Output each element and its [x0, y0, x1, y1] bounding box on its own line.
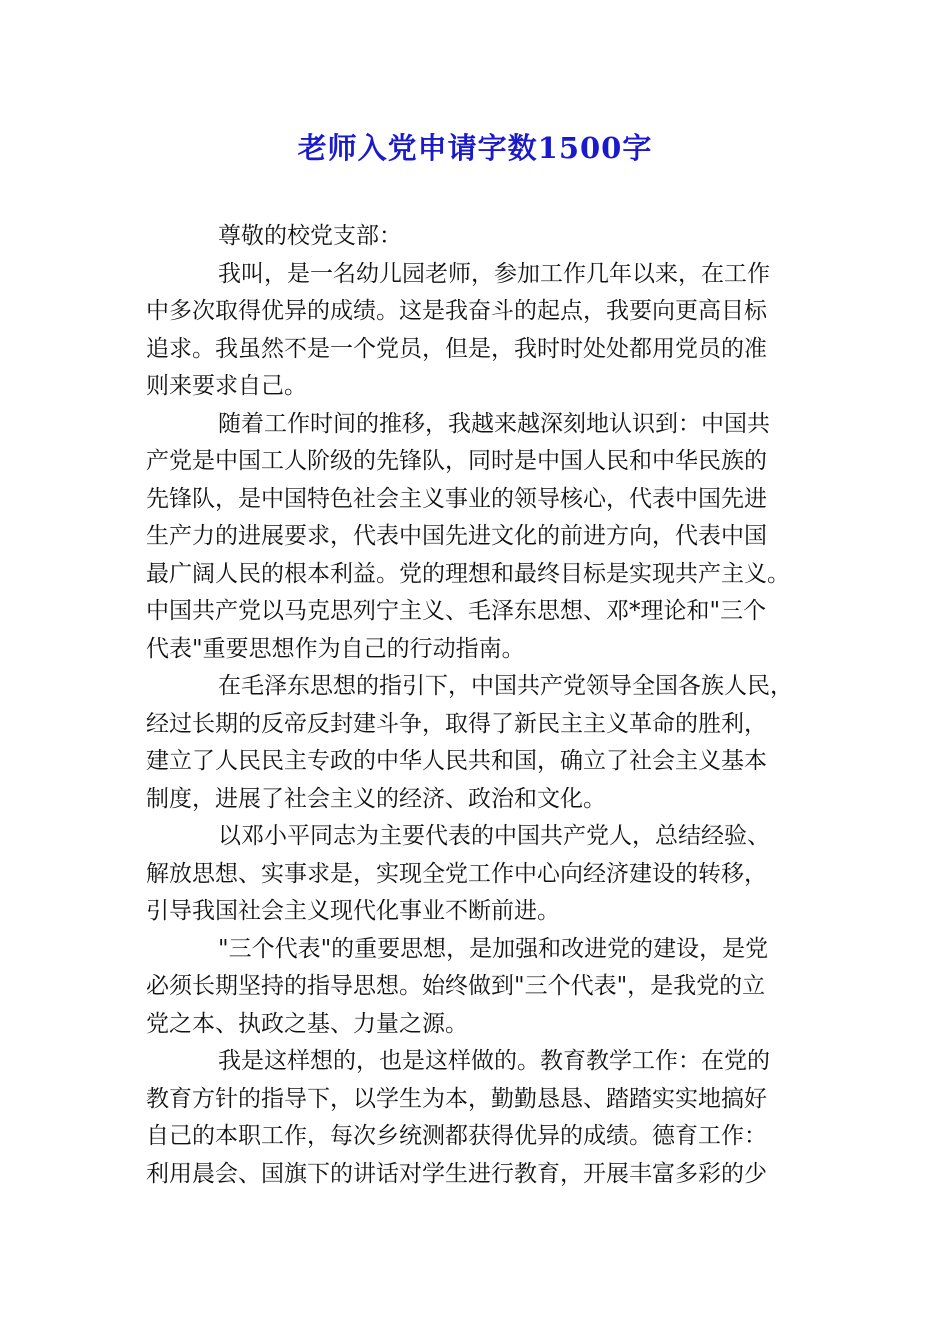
body-line: 解放思想、实事求是，实现全党工作中心向经济建设的转移， — [146, 860, 767, 887]
body-line: 必须长期坚持的指导思想。始终做到"三个代表"，是我党的立 — [146, 973, 766, 999]
body-line: 利用晨会、国旗下的讲话对学生进行教育，开展丰富多彩的少 — [146, 1160, 767, 1187]
body-line: 生产力的进展要求，代表中国先进文化的前进方向，代表中国 — [146, 523, 767, 549]
body-line: 产党是中国工人阶级的先锋队，同时是中国人民和中华民族的 — [146, 448, 767, 474]
document-body — [146, 218, 808, 1193]
body-line: 引导我国社会主义现代化事业不断前进。 — [146, 898, 560, 924]
document-title: 老师入党申请字数1500字 — [297, 131, 653, 165]
body-line: 以邓小平同志为主要代表的中国共产党人，总结经验、 — [218, 823, 770, 849]
body-line: 代表"重要思想作为自己的行动指南。 — [146, 635, 525, 662]
body-line: 建立了人民民主专政的中华人民共和国，确立了社会主义基本 — [146, 748, 767, 774]
body-line: 制度，进展了社会主义的经济、政治和文化。 — [146, 785, 606, 812]
body-line: 在毛泽东思想的指引下，中国共产党领导全国各族人民， — [218, 673, 793, 699]
body-line: "三个代表"的重要思想，是加强和改进党的建设，是党 — [218, 935, 769, 962]
body-line: 我叫，是一名幼儿园老师，参加工作几年以来，在工作 — [218, 260, 770, 287]
body-line: 党之本、执政之基、力量之源。 — [146, 1010, 468, 1037]
body-line: 则来要求自己。 — [146, 373, 307, 399]
salutation: 尊敬的校党支部： — [218, 223, 402, 249]
body-line: 随着工作时间的推移，我越来越深刻地认识到：中国共 — [218, 410, 770, 437]
body-line: 教育方针的指导下，以学生为本，勤勤恳恳、踏踏实实地搞好 — [146, 1085, 767, 1112]
body-line: 我是这样想的，也是这样做的。教育教学工作：在党的 — [218, 1048, 770, 1074]
body-line: 追求。我虽然不是一个党员，但是，我时时处处都用党员的准 — [146, 335, 767, 362]
body-line: 最广阔人民的根本利益。党的理想和最终目标是实现共产主义。 — [146, 560, 790, 587]
body-line: 经过长期的反帝反封建斗争，取得了新民主主义革命的胜利， — [146, 710, 767, 737]
body-line: 中多次取得优异的成绩。这是我奋斗的起点，我要向更高目标 — [146, 298, 767, 324]
body-line: 自己的本职工作，每次乡统测都获得优异的成绩。德育工作： — [146, 1123, 767, 1149]
body-line: 中国共产党以马克思列宁主义、毛泽东思想、邓*理论和"三个 — [146, 598, 767, 624]
body-line: 先锋队，是中国特色社会主义事业的领导核心，代表中国先进 — [146, 485, 767, 512]
